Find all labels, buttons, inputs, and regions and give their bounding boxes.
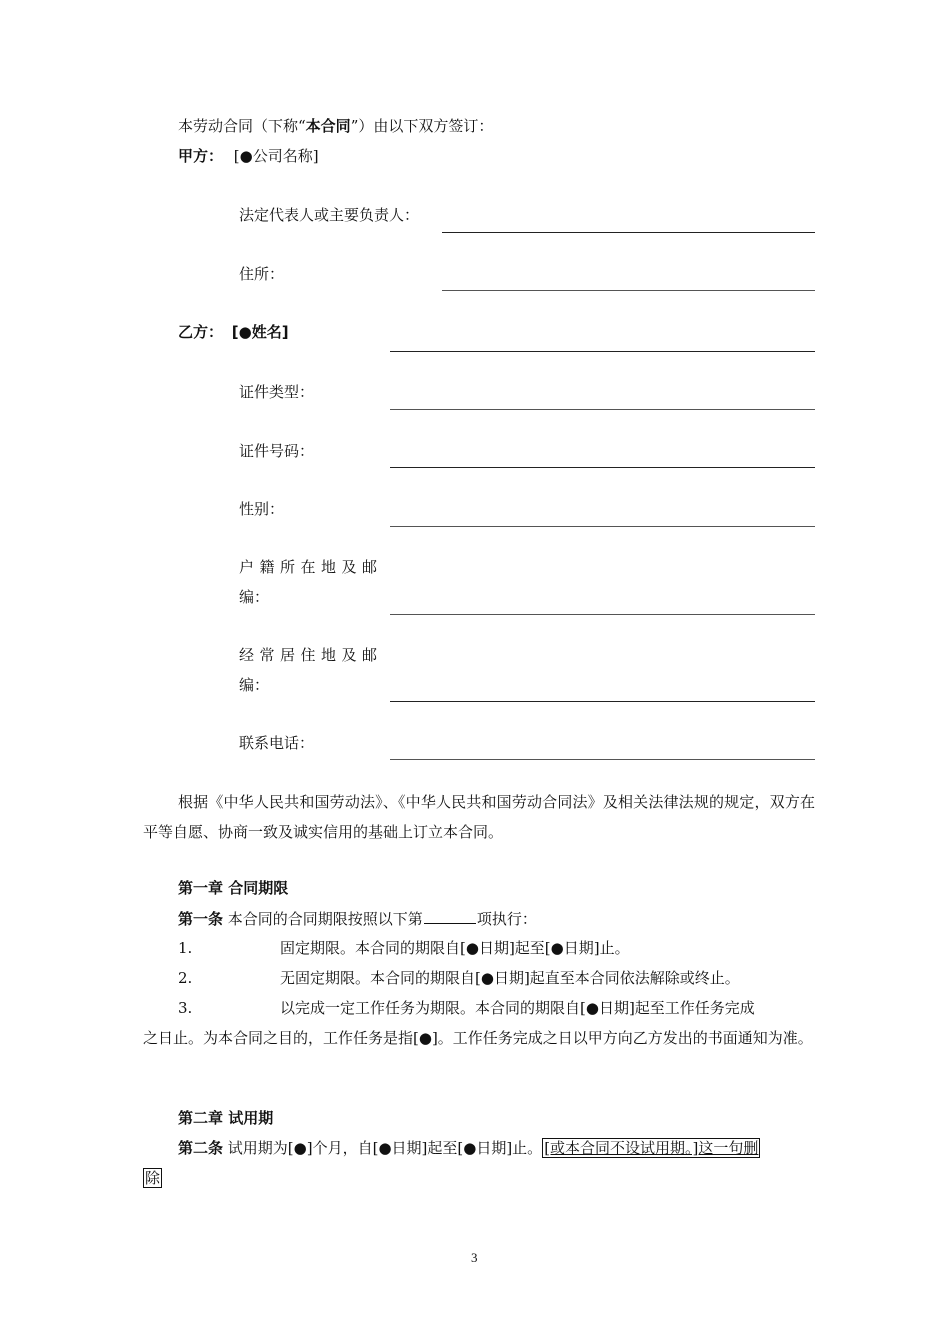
term-item-2 — [178, 968, 740, 988]
item-number: 1. — [178, 939, 193, 957]
residence-label-line1: 经常居住地及邮 — [239, 646, 383, 664]
gender-label: 性别： — [239, 500, 285, 518]
intro-prefix: 本劳动合同（下称“ — [178, 117, 306, 135]
term-item-3-rest — [143, 1023, 815, 1053]
residence-field[interactable] — [390, 701, 815, 702]
item-text: 无固定期限。本合同的期限自[●日期]起直至本合同依法解除或终止。 — [280, 969, 740, 987]
id-number-label: 证件号码： — [239, 442, 315, 460]
id-type-field[interactable] — [390, 409, 815, 410]
residence-label-line2: 编： — [239, 676, 270, 694]
gender-field[interactable] — [390, 526, 815, 527]
article-2-text: 试用期为[●]个月，自[●日期]起至[●日期]止。 — [227, 1139, 543, 1157]
article-1-label: 第一条 — [178, 910, 224, 928]
legal-rep-field[interactable] — [442, 232, 815, 233]
address-field[interactable] — [442, 290, 815, 291]
intro-line — [178, 116, 493, 136]
party-a-heading — [178, 146, 319, 166]
id-number-field[interactable] — [390, 467, 815, 468]
item-text-continued: 之日止。为本合同之目的，工作任务是指[●]。工作任务完成之日以甲方向乙方发出的书面通知为准。 — [143, 1029, 813, 1047]
preamble-paragraph — [143, 787, 815, 847]
intro-suffix: ”）由以下双方签订： — [350, 117, 494, 135]
party-b-name-field[interactable] — [390, 351, 815, 352]
address-label: 住所： — [239, 265, 285, 283]
preamble-text: 根据《中华人民共和国劳动法》、《中华人民共和国劳动合同法》及相关法律法规的规定，双方在平等自愿、协商一致及诚实信用的基础上订立本合同。 — [143, 793, 815, 841]
legal-rep-label: 法定代表人或主要负责人： — [239, 206, 420, 224]
article-1 — [178, 908, 537, 929]
item-text: 以完成一定工作任务为期限。本合同的期限自[●日期]起至工作任务完成 — [280, 999, 755, 1017]
phone-label: 联系电话： — [239, 734, 315, 752]
household-field[interactable] — [390, 614, 815, 615]
item-text: 固定期限。本合同的期限自[●日期]起至[●日期]止。 — [280, 939, 630, 957]
defined-term: 本合同 — [305, 117, 351, 135]
deletion-note-continued — [143, 1168, 162, 1188]
chapter-2-title: 第二章 试用期 — [178, 1109, 274, 1127]
household-label-line1: 户籍所在地及邮 — [239, 558, 383, 576]
chapter-1-title: 第一章 合同期限 — [178, 879, 289, 897]
party-a-label: 甲方： — [178, 147, 224, 165]
option-number-blank[interactable] — [424, 908, 476, 924]
deletion-note-box: [或本合同不设试用期。]这一句删 — [544, 1139, 759, 1157]
household-label-line2: 编： — [239, 588, 270, 606]
term-item-3-line1 — [178, 998, 755, 1018]
article-2-label: 第二条 — [178, 1139, 224, 1157]
party-b-heading — [178, 322, 289, 342]
term-item-1 — [178, 938, 630, 958]
item-number: 3. — [178, 999, 193, 1017]
deletion-note-box-end: 除 — [145, 1169, 161, 1187]
page-number: 3 — [471, 1250, 478, 1265]
party-a-name: [●公司名称] — [233, 147, 319, 165]
party-b-label: 乙方： — [178, 323, 224, 341]
article-2 — [178, 1138, 760, 1158]
article-1-text-before: 本合同的合同期限按照以下第 — [227, 910, 423, 928]
party-b-name: [●姓名] — [231, 323, 289, 341]
id-type-label: 证件类型： — [239, 383, 315, 401]
phone-field[interactable] — [390, 759, 815, 760]
item-number: 2. — [178, 969, 193, 987]
article-1-text-after: 项执行： — [476, 910, 537, 928]
